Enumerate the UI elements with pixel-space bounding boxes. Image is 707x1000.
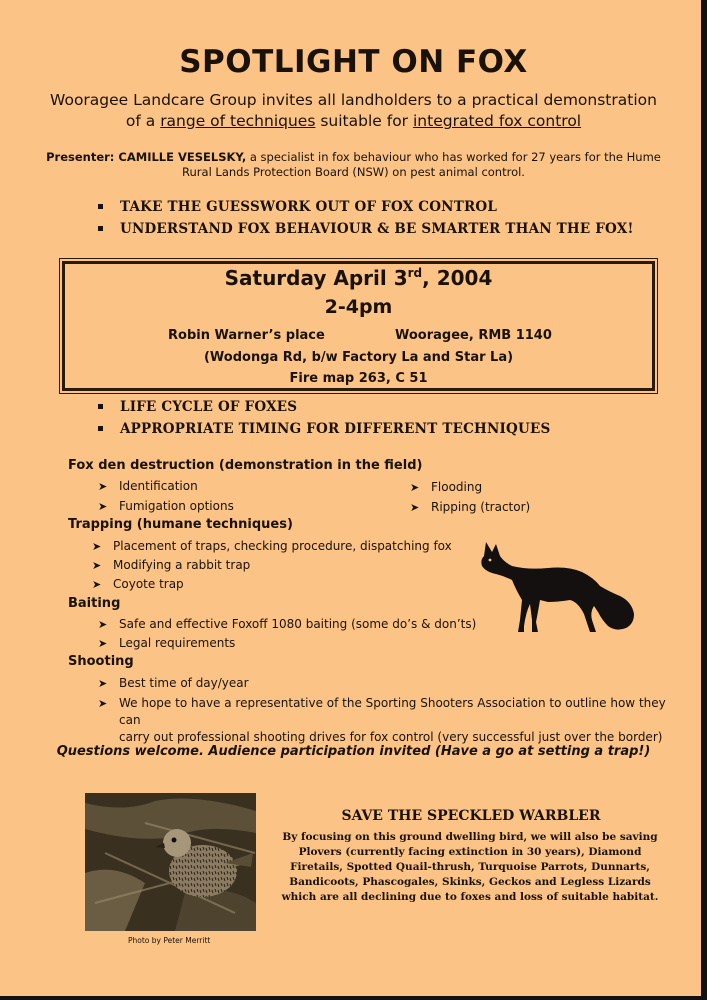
warbler-heading: SAVE THE SPECKLED WARBLER [341,808,601,824]
scan-edge-right [701,0,707,1000]
list-item: ➤ Flooding [410,480,483,494]
section-heading-den: Fox den destruction (demonstration in the field) [68,458,423,473]
arrowhead-icon: ➤ [98,637,108,650]
list-item: ➤ Modifying a rabbit trap [92,558,251,572]
intro-underline-techniques: range of techniques [160,112,316,130]
scan-edge-bottom [0,996,707,1000]
intro-underline-control: integrated fox control [412,112,582,130]
section-heading-baiting: Baiting [68,596,121,611]
warbler-paragraph [262,830,678,905]
intro-text [20,90,687,132]
page-title: SPOTLIGHT ON FOX [179,44,528,80]
presenter-label: Presenter: CAMILLE VESELSKY, [46,150,247,164]
event-roads: (Wodonga Rd, b/w Factory La and Star La) [203,350,514,365]
event-date-year: , 2004 [422,266,493,290]
fox-silhouette [478,540,636,636]
bullet-item: APPROPRIATE TIMING FOR DIFFERENT TECHNIQUES [98,418,550,440]
list-item: ➤ Safe and effective Foxoff 1080 baiting (some do’s & don’ts) [98,617,477,631]
intro-line-2 [20,111,687,132]
presenter-text: a specialist in fox behaviour who has worked for 27 years for the Hume Rural Lands Protection Board (NSW) on pest animal control. [182,150,661,179]
list-item: ➤ Fumigation options [98,499,234,513]
warbler-line: Bandicoots, Phascogales, Skinks, Geckos and Legless Lizards [289,876,651,888]
mid-bullet-list [98,396,550,440]
arrowhead-icon: ➤ [98,500,108,513]
intro-pre: of a [125,112,161,130]
list-item [98,695,679,746]
warbler-line: By focusing on this ground dwelling bird, we will also be saving [282,831,658,843]
list-item: ➤ Legal requirements [98,636,236,650]
questions-note: Questions welcome. Audience participation invited (Have a go at setting a trap!) [56,744,651,759]
intro-mid: suitable for [315,112,413,130]
arrowhead-icon: ➤ [98,618,108,631]
event-address: Wooragee, RMB 1140 [395,328,552,343]
list-item: ➤ Coyote trap [92,577,184,591]
event-time: 2-4pm [324,296,393,318]
arrowhead-icon: ➤ [98,480,108,493]
speckled-warbler-photo [85,793,256,931]
warbler-line: Firetails, Spotted Quail-thrush, Turquoise Parrots, Dunnarts, [290,861,650,873]
event-date-suffix: rd [407,266,423,280]
list-item: ➤ Placement of traps, checking procedure, dispatching fox [92,539,452,553]
arrowhead-icon: ➤ [410,501,420,514]
arrowhead-icon: ➤ [92,578,102,591]
event-place: Robin Warner’s place [168,328,325,343]
presenter-info [40,150,667,180]
top-bullet-list [98,196,634,240]
list-item: ➤ Best time of day/year [98,676,249,690]
section-heading-trapping: Trapping (humane techniques) [68,517,293,532]
bullet-item: TAKE THE GUESSWORK OUT OF FOX CONTROL [98,196,634,218]
shooting-long-line-2: carry out professional shooting drives for fox control (very successful just over the border) [119,730,663,744]
shooting-long-line-1: We hope to have a representative of the Sporting Shooters Association to outline how they can [119,696,666,727]
event-date-main: Saturday April 3 [224,266,408,290]
arrowhead-icon: ➤ [92,540,102,553]
arrowhead-icon: ➤ [98,677,108,690]
bullet-item: LIFE CYCLE OF FOXES [98,396,550,418]
warbler-line: which are all declining due to foxes and loss of suitable habitat. [281,891,659,903]
arrowhead-icon: ➤ [92,559,102,572]
arrowhead-icon: ➤ [98,697,108,710]
section-heading-shooting: Shooting [68,654,134,669]
photo-credit: Photo by Peter Merritt [128,936,211,945]
list-item: ➤ Ripping (tractor) [410,500,531,514]
event-details-box [62,261,655,391]
list-item: ➤ Identification [98,479,198,493]
event-date [65,266,652,290]
arrowhead-icon: ➤ [410,481,420,494]
intro-line-1: Wooragee Landcare Group invites all landholders to a practical demonstration [50,91,657,109]
bullet-item: UNDERSTAND FOX BEHAVIOUR & BE SMARTER THAN THE FOX! [98,218,634,240]
warbler-line: Plovers (currently facing extinction in 30 years), Diamond [298,846,642,858]
event-fire-map: Fire map 263, C 51 [289,371,428,386]
